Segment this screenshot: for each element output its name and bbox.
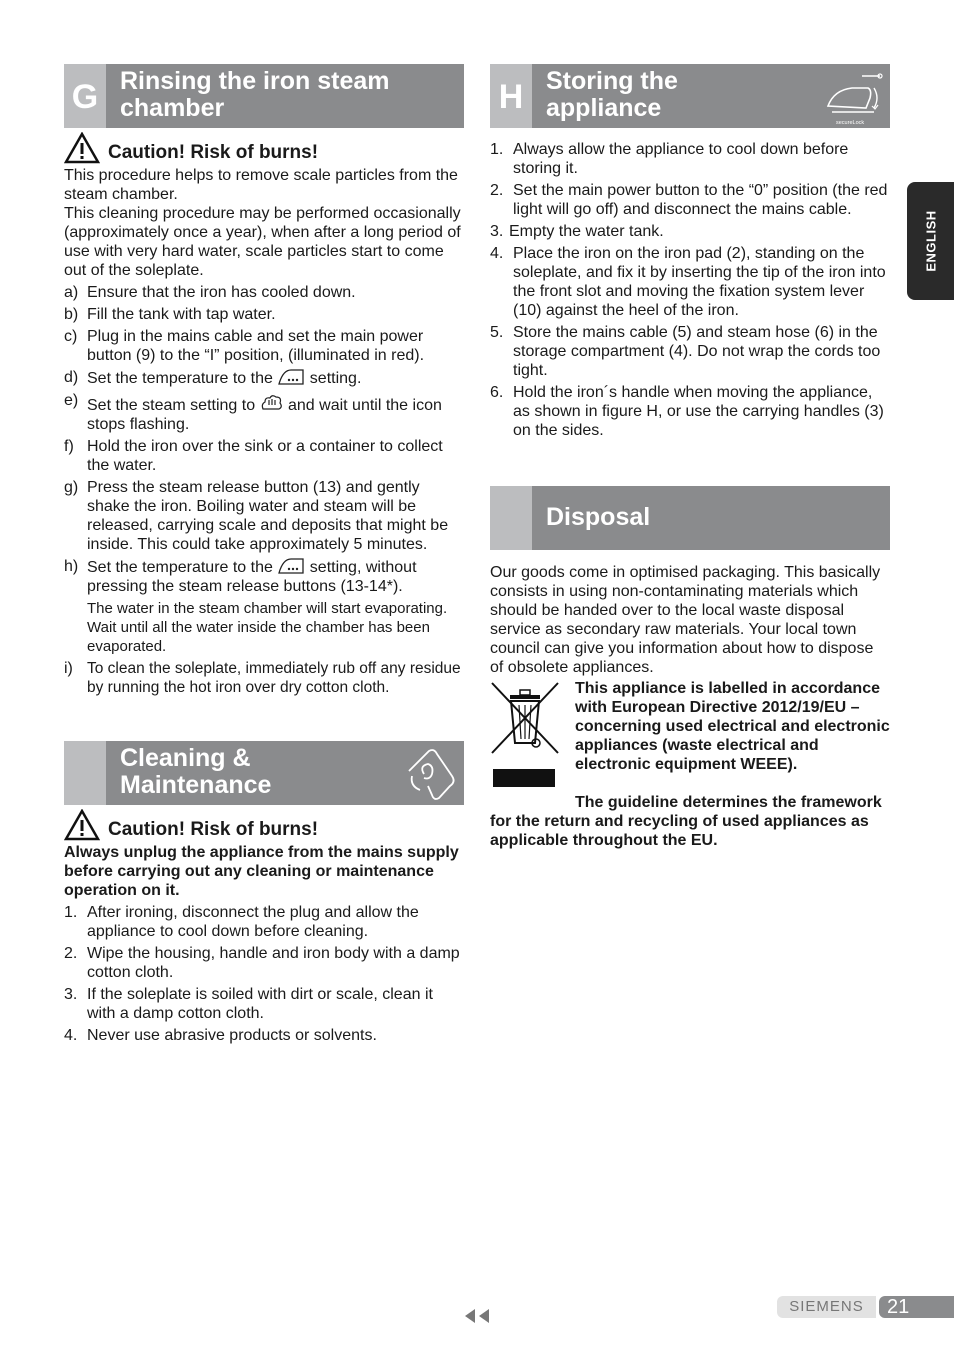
list-text: setting. [309,370,362,387]
disposal-header [490,486,890,550]
list-marker: 2. [64,945,78,962]
list-marker: 4. [490,245,504,262]
list-marker: 3. [64,986,78,1003]
list-text: Store the mains cable (5) and steam hose (6) in the storage compartment (4). Do not wrap the cords too tight. [513,324,881,379]
list-marker: 4. [64,1027,78,1044]
weee-text: This appliance is labelled in accordance with European Directive 2012/19/EU –concerning used electrical and electronic appliances (waste electrical and electronic equipment WEEE). [575,680,890,773]
list-marker: 5. [490,324,504,341]
list-item [64,557,464,596]
warning-icon [64,809,100,841]
list-text: If the soleplate is soiled with dirt or scale, clean it with a damp cotton cloth. [87,986,433,1022]
list-item [64,1026,464,1045]
list-item [490,140,890,178]
double-arrow-icon [463,1308,491,1324]
title-line: Maintenance [120,771,272,799]
title-line: Cleaning & [120,744,251,772]
section-letter: G [64,64,106,128]
list-marker: 1. [64,904,78,921]
list-text: Plug in the mains cable and set the main power button (9) to the “I” position, (illuminated in red). [87,328,425,364]
page-number: 21 [879,1296,954,1318]
cleaning-list [64,903,464,1045]
language-tab [907,182,954,300]
guideline-text: The guideline determines the framework for the return and recycling of used appliances as applicable throughout the EU. [490,794,882,849]
temperature-max-icon [277,368,305,386]
list-item [64,903,464,941]
list-marker: d) [64,369,79,386]
caution-heading [64,809,464,841]
list-item [490,323,890,380]
list-item [64,305,464,324]
section-g-header [64,64,464,128]
list-item [490,222,890,241]
weee-block [490,679,890,793]
section-letter-block [490,486,532,550]
left-column [64,64,464,697]
list-marker: c) [64,328,78,345]
list-text: Wipe the housing, handle and iron body with a damp cotton cloth. [87,945,460,981]
list-marker: g) [64,479,79,496]
list-marker: 1. [490,141,504,158]
note-text: The water in the steam chamber will start evaporating. Wait until all the water inside the chamber has been evaporated. [87,600,448,655]
disposal-section [490,486,890,850]
paragraph: Our goods come in optimised packaging. This basically consists in using non-contaminating materials which should be handed over to the local waste disposal service as secondary raw materials. Your local town council can give you information about how to dispose of obsolete appliances. [490,564,881,676]
list-item [490,383,890,440]
steps-list [64,283,464,596]
list-text: setting, without pressing the steam release buttons (13-14*). [87,559,417,595]
list-marker: h) [64,558,79,575]
language-label: ENGLISH [923,210,938,272]
list-text: and wait until the icon stops flashing. [87,397,442,433]
cleaning-header [64,741,464,805]
caution-text: Caution! Risk of burns! [108,142,319,163]
secure-lock-icon [824,68,886,126]
list-text: Hold the iron´s handle when moving the appliance, as shown in figure H, or use the carrying handles (3) on the sides. [513,384,884,439]
title-line: appliance [546,94,662,122]
paragraph: This procedure helps to remove scale particles from the steam chamber. [64,167,458,203]
warning-paragraph: Always unplug the appliance from the mains supply before carrying out any cleaning or maintenance operation on it. [64,844,459,899]
list-item [490,244,890,320]
list-item [64,659,464,697]
title-line: Storing the [546,67,678,95]
list-marker: b) [64,306,79,323]
paragraph: This cleaning procedure may be performed occasionally (approximately once a year), when after a long period of use with very hard water, scale particles start to come out of the soleplate. [64,205,461,279]
list-text: Set the temperature to the [87,370,273,387]
storing-list [490,140,890,440]
section-title [546,68,678,122]
section-letter-block [64,741,106,805]
list-marker: 6. [490,384,504,401]
cleaning-cloth-icon [404,746,459,802]
warning-icon [64,132,100,164]
caution-text: Caution! Risk of burns! [108,819,319,840]
list-item [490,181,890,219]
list-text: Ensure that the iron has cooled down. [87,284,356,301]
brand-label: SIEMENS [777,1296,876,1318]
list-text: Always allow the appliance to cool down before storing it. [513,141,849,177]
list-marker: f) [64,438,74,455]
list-text: Fill the tank with tap water. [87,306,276,323]
list-text: Set the steam setting to [87,397,256,414]
list-text: After ironing, disconnect the plug and allow the appliance to cool down before cleaning. [87,904,419,940]
steps-list [64,659,464,697]
list-marker: e) [64,392,79,409]
caution-heading [64,132,464,164]
list-text: Place the iron on the iron pad (2), standing on the soleplate, and fix it by inserting the tip of the iron into the front slot and moving the fixation system lever (10) against the heel of the iron. [513,245,886,319]
list-item [64,437,464,475]
section-title [120,745,271,799]
list-text: Press the steam release button (13) and gently shake the iron. Boiling water and steam will be released, carrying scale and deposits that might be inside. This could take approximately 5 minutes. [87,479,449,553]
list-marker: a) [64,284,79,301]
list-marker: 3. [490,223,504,240]
title-line: Rinsing the iron steam [120,67,390,95]
list-text: Never use abrasive products or solvents. [87,1027,377,1044]
weee-crossed-bin-icon [490,681,560,789]
cleaning-section [64,741,464,1045]
steam-setting-icon [260,391,284,413]
list-text: Empty the water tank. [509,223,664,240]
secure-lock-label: secureLock [836,120,865,126]
list-item [64,944,464,982]
section-h-header [490,64,890,128]
list-text: To clean the soleplate, immediately rub off any residue by running the hot iron over dry cotton cloth. [87,660,461,696]
list-text: Set the temperature to the [87,559,273,576]
list-item [64,327,464,365]
list-item [64,478,464,554]
section-title: Disposal [546,503,651,531]
list-item [64,391,464,434]
list-item [64,368,464,388]
list-item [64,283,464,302]
list-marker: i) [64,660,73,677]
list-item [64,985,464,1023]
list-marker: 2. [490,182,504,199]
list-text: Hold the iron over the sink or a container to collect the water. [87,438,443,474]
section-h [490,64,890,440]
temperature-max-icon [277,557,305,575]
section-letter: H [490,64,532,128]
title-line: chamber [120,94,225,122]
list-text: Set the main power button to the “0” position (the red light will go off) and disconnect the mains cable. [513,182,888,218]
section-title [120,68,389,122]
